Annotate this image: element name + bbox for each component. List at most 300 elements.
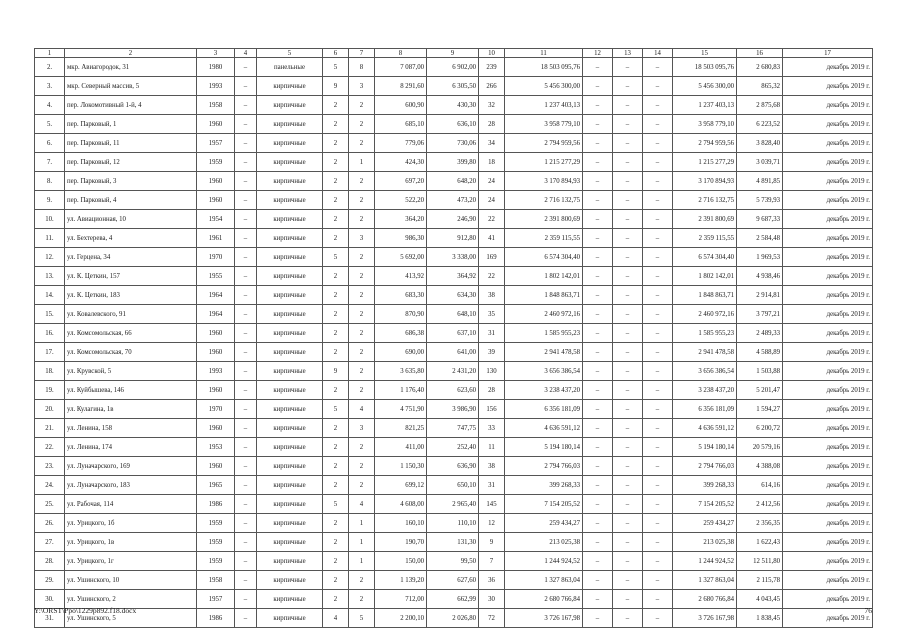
wall-material-cell: кирпичные [257,96,323,115]
entrances-cell: 3 [349,419,375,438]
wall-material-cell: кирпичные [257,115,323,134]
table-row [35,590,873,609]
deadline-cell: декабрь 2019 г. [783,115,873,134]
total-area-cell: 686,38 [375,324,427,343]
row-number: 19. [35,381,65,400]
column-number: 10 [479,49,505,58]
dash-cell: – [643,153,673,172]
total-cost-cell: 18 503 095,76 [505,58,583,77]
cost-cell: 6 574 304,40 [673,248,737,267]
living-area-cell: 648,20 [427,172,479,191]
cost-per-m2-cell: 3 797,21 [737,305,783,324]
row-number: 15. [35,305,65,324]
dash-cell: – [235,609,257,628]
total-area-cell: 870,90 [375,305,427,324]
address-cell: ул. Ушинского, 5 [65,609,197,628]
row-number: 2. [35,58,65,77]
dash-cell: – [583,153,613,172]
residents-cell: 35 [479,305,505,324]
entrances-cell: 2 [349,343,375,362]
cost-per-m2-cell: 1 838,45 [737,609,783,628]
dash-cell: – [613,115,643,134]
row-number: 22. [35,438,65,457]
floors-cell: 2 [323,210,349,229]
dash-cell: – [613,552,643,571]
total-area-cell: 4 608,00 [375,495,427,514]
cost-per-m2-cell: 1 503,88 [737,362,783,381]
cost-cell: 1 237 403,13 [673,96,737,115]
residents-cell: 34 [479,134,505,153]
total-area-cell: 4 751,90 [375,400,427,419]
living-area-cell: 430,30 [427,96,479,115]
cost-per-m2-cell: 2 412,56 [737,495,783,514]
dash-cell: – [235,248,257,267]
cost-per-m2-cell: 9 687,33 [737,210,783,229]
floors-cell: 5 [323,495,349,514]
dash-cell: – [235,514,257,533]
deadline-cell: декабрь 2019 г. [783,343,873,362]
wall-material-cell: кирпичные [257,438,323,457]
cost-per-m2-cell: 3 039,71 [737,153,783,172]
address-cell: ул. К. Цеткин, 157 [65,267,197,286]
living-area-cell: 636,10 [427,115,479,134]
deadline-cell: декабрь 2019 г. [783,191,873,210]
wall-material-cell: кирпичные [257,571,323,590]
table-row [35,609,873,628]
file-path-footer: Y:\ORST\Ppo\1229p892.f18.docx [34,606,137,615]
entrances-cell: 2 [349,172,375,191]
living-area-cell: 252,40 [427,438,479,457]
column-number: 12 [583,49,613,58]
dash-cell: – [613,305,643,324]
living-area-cell: 6 305,50 [427,77,479,96]
row-number: 20. [35,400,65,419]
dash-cell: – [643,248,673,267]
wall-material-cell: кирпичные [257,609,323,628]
table-row [35,248,873,267]
cost-cell: 5 194 180,14 [673,438,737,457]
dash-cell: – [643,590,673,609]
residents-cell: 9 [479,533,505,552]
total-cost-cell: 1 327 863,04 [505,571,583,590]
column-number: 11 [505,49,583,58]
floors-cell: 2 [323,96,349,115]
cost-cell: 1 327 863,04 [673,571,737,590]
residents-cell: 7 [479,552,505,571]
row-number: 23. [35,457,65,476]
dash-cell: – [583,96,613,115]
entrances-cell: 8 [349,58,375,77]
living-area-cell: 623,60 [427,381,479,400]
year-cell: 1957 [197,590,235,609]
cost-per-m2-cell: 865,32 [737,77,783,96]
cost-cell: 2 941 478,58 [673,343,737,362]
residents-cell: 30 [479,590,505,609]
dash-cell: – [583,286,613,305]
dash-cell: – [613,210,643,229]
residents-cell: 156 [479,400,505,419]
table-row [35,457,873,476]
dash-cell: – [643,400,673,419]
table-row [35,514,873,533]
dash-cell: – [583,267,613,286]
year-cell: 1960 [197,343,235,362]
dash-cell: – [235,571,257,590]
year-cell: 1960 [197,419,235,438]
cost-cell: 399 268,33 [673,476,737,495]
dash-cell: – [643,495,673,514]
wall-material-cell: кирпичные [257,172,323,191]
row-number: 11. [35,229,65,248]
row-number: 4. [35,96,65,115]
floors-cell: 2 [323,267,349,286]
cost-cell: 3 238 437,20 [673,381,737,400]
total-area-cell: 600,90 [375,96,427,115]
entrances-cell: 2 [349,210,375,229]
year-cell: 1959 [197,533,235,552]
dash-cell: – [235,457,257,476]
table-row [35,343,873,362]
total-cost-cell: 2 680 766,84 [505,590,583,609]
total-cost-cell: 4 636 591,12 [505,419,583,438]
dash-cell: – [235,362,257,381]
residents-cell: 36 [479,571,505,590]
total-area-cell: 1 176,40 [375,381,427,400]
residents-cell: 130 [479,362,505,381]
floors-cell: 5 [323,400,349,419]
dash-cell: – [613,419,643,438]
table-row [35,571,873,590]
wall-material-cell: кирпичные [257,552,323,571]
total-cost-cell: 2 359 115,55 [505,229,583,248]
dash-cell: – [613,343,643,362]
dash-cell: – [613,134,643,153]
dash-cell: – [583,172,613,191]
row-number: 7. [35,153,65,172]
cost-cell: 2 794 959,56 [673,134,737,153]
dash-cell: – [583,343,613,362]
entrances-cell: 4 [349,400,375,419]
dash-cell: – [613,609,643,628]
entrances-cell: 2 [349,476,375,495]
cost-cell: 2 680 766,84 [673,590,737,609]
dash-cell: – [235,590,257,609]
cost-per-m2-cell: 1 622,43 [737,533,783,552]
table-row [35,400,873,419]
total-cost-cell: 2 391 800,69 [505,210,583,229]
row-number: 17. [35,343,65,362]
dash-cell: – [235,96,257,115]
table-row [35,134,873,153]
cost-per-m2-cell: 1 594,27 [737,400,783,419]
deadline-cell: декабрь 2019 г. [783,476,873,495]
total-cost-cell: 6 356 181,09 [505,400,583,419]
row-number: 25. [35,495,65,514]
cost-cell: 2 359 115,55 [673,229,737,248]
dash-cell: – [583,457,613,476]
deadline-cell: декабрь 2019 г. [783,457,873,476]
address-cell: пер. Парковый, 11 [65,134,197,153]
column-number: 5 [257,49,323,58]
deadline-cell: декабрь 2019 г. [783,286,873,305]
entrances-cell: 2 [349,324,375,343]
year-cell: 1993 [197,77,235,96]
dash-cell: – [235,438,257,457]
dash-cell: – [643,514,673,533]
address-cell: пер. Парковый, 4 [65,191,197,210]
floors-cell: 2 [323,115,349,134]
floors-cell: 2 [323,305,349,324]
entrances-cell: 2 [349,115,375,134]
cost-cell: 5 456 300,00 [673,77,737,96]
living-area-cell: 6 902,00 [427,58,479,77]
row-number: 10. [35,210,65,229]
total-cost-cell: 3 958 779,10 [505,115,583,134]
dash-cell: – [235,305,257,324]
living-area-cell: 637,10 [427,324,479,343]
dash-cell: – [613,96,643,115]
table-row [35,96,873,115]
table-row [35,476,873,495]
year-cell: 1960 [197,381,235,400]
table-row [35,305,873,324]
year-cell: 1958 [197,96,235,115]
dash-cell: – [643,324,673,343]
wall-material-cell: кирпичные [257,457,323,476]
dash-cell: – [643,533,673,552]
floors-cell: 5 [323,58,349,77]
wall-material-cell: кирпичные [257,476,323,495]
deadline-cell: декабрь 2019 г. [783,134,873,153]
address-cell: ул. Ушинского, 2 [65,590,197,609]
cost-cell: 3 726 167,98 [673,609,737,628]
cost-per-m2-cell: 4 043,45 [737,590,783,609]
dash-cell: – [583,400,613,419]
total-area-cell: 150,00 [375,552,427,571]
dash-cell: – [613,248,643,267]
row-number: 27. [35,533,65,552]
residents-cell: 266 [479,77,505,96]
cost-per-m2-cell: 12 511,80 [737,552,783,571]
year-cell: 1964 [197,305,235,324]
page-number: 76 [864,606,872,615]
cost-per-m2-cell: 3 828,40 [737,134,783,153]
dash-cell: – [235,495,257,514]
year-cell: 1957 [197,134,235,153]
cost-cell: 2 716 132,75 [673,191,737,210]
cost-cell: 7 154 205,52 [673,495,737,514]
deadline-cell: декабрь 2019 г. [783,229,873,248]
cost-per-m2-cell: 2 875,68 [737,96,783,115]
deadline-cell: декабрь 2019 г. [783,495,873,514]
dash-cell: – [613,58,643,77]
dash-cell: – [235,381,257,400]
table-row [35,419,873,438]
dash-cell: – [643,571,673,590]
row-number: 14. [35,286,65,305]
total-area-cell: 821,25 [375,419,427,438]
table-row [35,229,873,248]
wall-material-cell: кирпичные [257,134,323,153]
living-area-cell: 3 986,90 [427,400,479,419]
dash-cell: – [643,210,673,229]
total-cost-cell: 1 585 955,23 [505,324,583,343]
row-number: 16. [35,324,65,343]
table-row [35,381,873,400]
cost-per-m2-cell: 614,16 [737,476,783,495]
cost-per-m2-cell: 5 739,93 [737,191,783,210]
total-area-cell: 364,20 [375,210,427,229]
residents-cell: 22 [479,210,505,229]
living-area-cell: 473,20 [427,191,479,210]
column-number: 6 [323,49,349,58]
total-area-cell: 190,70 [375,533,427,552]
row-number: 18. [35,362,65,381]
wall-material-cell: кирпичные [257,381,323,400]
wall-material-cell: кирпичные [257,324,323,343]
year-cell: 1959 [197,514,235,533]
total-area-cell: 712,00 [375,590,427,609]
total-area-cell: 2 200,10 [375,609,427,628]
year-cell: 1960 [197,324,235,343]
entrances-cell: 1 [349,552,375,571]
residents-cell: 28 [479,381,505,400]
year-cell: 1960 [197,457,235,476]
cost-per-m2-cell: 2 489,33 [737,324,783,343]
cost-cell: 1 244 924,52 [673,552,737,571]
year-cell: 1955 [197,267,235,286]
total-area-cell: 1 150,30 [375,457,427,476]
address-cell: пер. Парковый, 1 [65,115,197,134]
total-area-cell: 413,92 [375,267,427,286]
total-cost-cell: 3 170 894,93 [505,172,583,191]
dash-cell: – [613,476,643,495]
wall-material-cell: панельные [257,58,323,77]
total-cost-cell: 213 025,38 [505,533,583,552]
address-cell: ул. Комсомольская, 66 [65,324,197,343]
address-cell: ул. Герцена, 34 [65,248,197,267]
living-area-cell: 730,06 [427,134,479,153]
total-cost-cell: 5 194 180,14 [505,438,583,457]
wall-material-cell: кирпичные [257,419,323,438]
floors-cell: 2 [323,552,349,571]
deadline-cell: декабрь 2019 г. [783,362,873,381]
cost-cell: 2 391 800,69 [673,210,737,229]
table-row [35,286,873,305]
wall-material-cell: кирпичные [257,267,323,286]
total-cost-cell: 1 215 277,29 [505,153,583,172]
residents-cell: 169 [479,248,505,267]
total-cost-cell: 3 238 437,20 [505,381,583,400]
residents-cell: 24 [479,172,505,191]
living-area-cell: 627,60 [427,571,479,590]
deadline-cell: декабрь 2019 г. [783,153,873,172]
dash-cell: – [583,191,613,210]
dash-cell: – [235,552,257,571]
dash-cell: – [643,552,673,571]
entrances-cell: 2 [349,362,375,381]
dash-cell: – [613,324,643,343]
address-cell: ул. Рабочая, 114 [65,495,197,514]
floors-cell: 5 [323,248,349,267]
address-cell: мкр. Авиагородок, 31 [65,58,197,77]
floors-cell: 2 [323,590,349,609]
dash-cell: – [583,552,613,571]
dash-cell: – [613,514,643,533]
living-area-cell: 131,30 [427,533,479,552]
address-cell: ул. Куйбышева, 146 [65,381,197,400]
dash-cell: – [643,191,673,210]
floors-cell: 2 [323,381,349,400]
wall-material-cell: кирпичные [257,153,323,172]
cost-per-m2-cell: 2 584,48 [737,229,783,248]
cost-cell: 18 503 095,76 [673,58,737,77]
table-body [35,49,873,628]
dash-cell: – [613,400,643,419]
deadline-cell: декабрь 2019 г. [783,324,873,343]
year-cell: 1959 [197,552,235,571]
total-cost-cell: 3 726 167,98 [505,609,583,628]
total-area-cell: 1 139,20 [375,571,427,590]
dash-cell: – [583,248,613,267]
address-cell: ул. Ленина, 174 [65,438,197,457]
residents-cell: 41 [479,229,505,248]
living-area-cell: 110,10 [427,514,479,533]
year-cell: 1993 [197,362,235,381]
dash-cell: – [613,77,643,96]
total-area-cell: 7 087,00 [375,58,427,77]
cost-per-m2-cell: 6 200,72 [737,419,783,438]
floors-cell: 2 [323,172,349,191]
cost-per-m2-cell: 2 115,78 [737,571,783,590]
living-area-cell: 399,80 [427,153,479,172]
dash-cell: – [583,590,613,609]
dash-cell: – [613,286,643,305]
wall-material-cell: кирпичные [257,495,323,514]
floors-cell: 2 [323,191,349,210]
table-row [35,552,873,571]
residents-cell: 239 [479,58,505,77]
cost-per-m2-cell: 5 201,47 [737,381,783,400]
year-cell: 1960 [197,172,235,191]
deadline-cell: декабрь 2019 г. [783,267,873,286]
entrances-cell: 1 [349,514,375,533]
dash-cell: – [583,324,613,343]
cost-cell: 3 656 386,54 [673,362,737,381]
cost-cell: 4 636 591,12 [673,419,737,438]
table-row [35,267,873,286]
dash-cell: – [235,134,257,153]
entrances-cell: 2 [349,305,375,324]
deadline-cell: декабрь 2019 г. [783,381,873,400]
entrances-cell: 4 [349,495,375,514]
cost-cell: 1 848 863,71 [673,286,737,305]
dash-cell: – [643,457,673,476]
wall-material-cell: кирпичные [257,533,323,552]
entrances-cell: 3 [349,229,375,248]
entrances-cell: 2 [349,134,375,153]
floors-cell: 2 [323,457,349,476]
total-cost-cell: 2 794 959,56 [505,134,583,153]
year-cell: 1965 [197,476,235,495]
dash-cell: – [235,172,257,191]
total-area-cell: 685,10 [375,115,427,134]
living-area-cell: 650,10 [427,476,479,495]
entrances-cell: 2 [349,248,375,267]
living-area-cell: 99,50 [427,552,479,571]
cost-cell: 213 025,38 [673,533,737,552]
dash-cell: – [583,571,613,590]
